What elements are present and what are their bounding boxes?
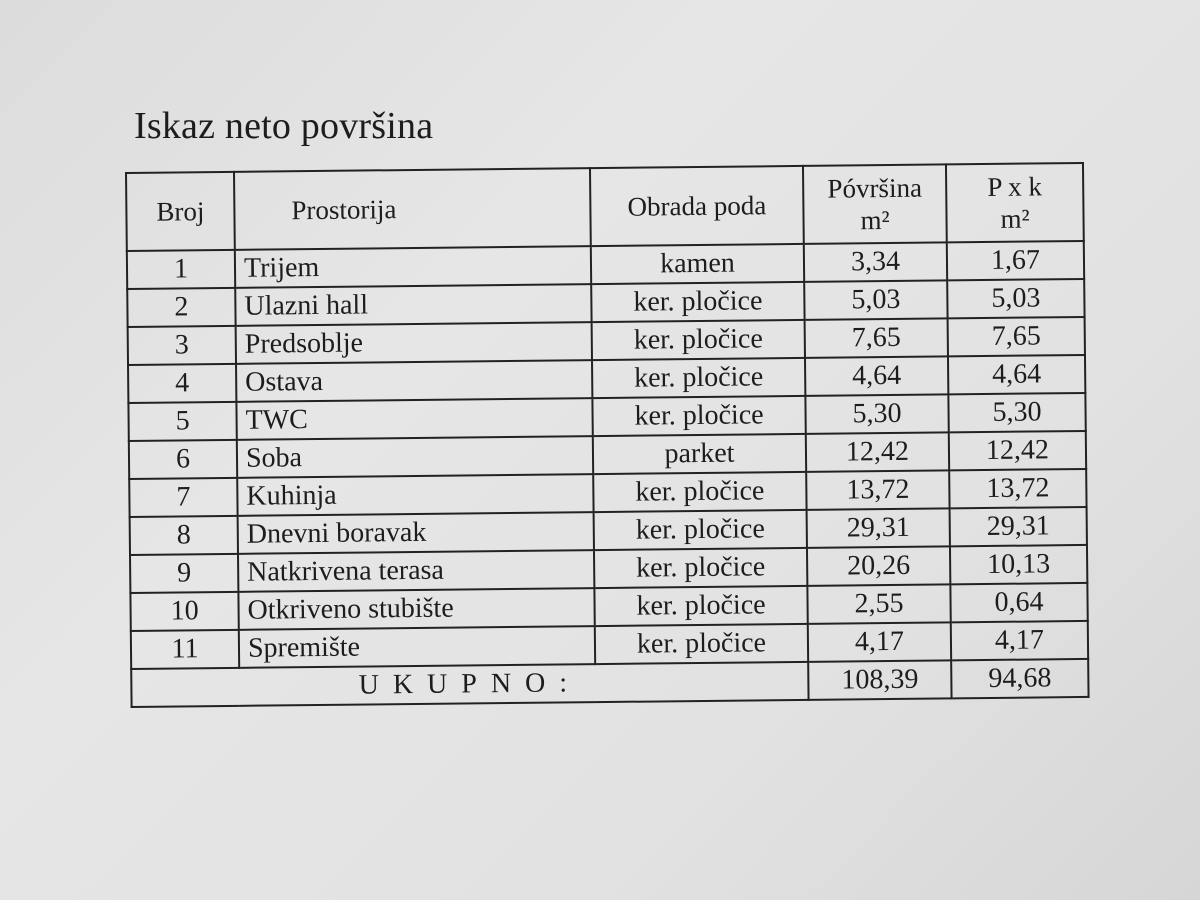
cell-obrada-poda: kamen [591,244,804,284]
cell-obrada-poda: ker. pločice [592,358,805,398]
cell-pk: 29,31 [950,507,1087,546]
header-povrsina [803,164,947,243]
cell-povrsina: 3,34 [804,242,947,281]
area-table [125,162,1090,708]
page-title: Iskaz neto površina [134,105,434,147]
cell-broj: 4 [128,364,236,403]
header-row [126,163,1084,251]
cell-obrada-poda: ker. pločice [592,396,805,436]
table-header [126,163,1084,251]
cell-prostorija: TWC [236,398,592,440]
cell-obrada-poda: ker. pločice [592,320,805,360]
cell-obrada-poda: ker. pločice [594,586,807,626]
cell-obrada-poda: ker. pločice [593,472,806,512]
cell-broj: 2 [127,288,235,327]
cell-prostorija: Predsoblje [236,322,592,364]
header-povrsina-unit: m² [860,204,890,236]
cell-prostorija: Kuhinja [237,474,593,516]
cell-povrsina: 20,26 [807,546,950,585]
cell-prostorija: Otkriveno stubište [238,588,594,630]
total-label: UKUPNO: [131,662,808,707]
cell-pk: 4,17 [951,621,1088,660]
cell-broj: 11 [131,630,239,669]
cell-pk: 5,03 [947,279,1084,318]
cell-povrsina: 5,30 [805,394,948,433]
cell-broj: 10 [130,592,238,631]
header-prostorija: Prostorija [234,168,591,250]
header-pk-label: P x k [987,171,1043,202]
cell-povrsina: 2,55 [807,584,950,623]
cell-obrada-poda: ker. pločice [594,510,807,550]
cell-pk: 5,30 [948,393,1085,432]
cell-pk: 7,65 [948,317,1085,356]
header-povrsina-label: Póvršina [827,172,923,204]
cell-povrsina: 7,65 [805,318,948,357]
cell-prostorija: Dnevni boravak [238,512,594,554]
cell-broj: 3 [128,326,236,365]
cell-pk: 10,13 [950,545,1087,584]
header-pk [946,163,1084,242]
cell-pk: 0,64 [950,583,1087,622]
cell-obrada-poda: parket [593,434,806,474]
cell-pk: 13,72 [949,469,1086,508]
cell-broj: 9 [130,554,238,593]
cell-povrsina: 4,17 [808,622,951,661]
cell-obrada-poda: ker. pločice [594,548,807,588]
cell-povrsina: 29,31 [807,508,950,547]
cell-broj: 1 [127,250,235,289]
cell-pk: 1,67 [947,241,1084,280]
cell-broj: 8 [130,516,238,555]
cell-prostorija: Soba [237,436,593,478]
cell-povrsina: 13,72 [806,470,949,509]
cell-broj: 6 [129,440,237,479]
cell-povrsina: 4,64 [805,356,948,395]
cell-obrada-poda: ker. pločice [591,282,804,322]
cell-obrada-poda: ker. pločice [595,624,808,664]
total-povrsina: 108,39 [808,660,951,699]
cell-povrsina: 12,42 [806,432,949,471]
cell-broj: 7 [129,478,237,517]
cell-povrsina: 5,03 [804,280,947,319]
cell-prostorija: Ostava [236,360,592,402]
header-pk-unit: m² [1000,203,1030,234]
cell-pk: 12,42 [949,431,1086,470]
table-body [127,241,1089,707]
cell-pk: 4,64 [948,355,1085,394]
cell-prostorija: Trijem [235,246,591,288]
total-pk: 94,68 [951,659,1088,698]
cell-prostorija: Ulazni hall [235,284,591,326]
cell-broj: 5 [128,402,236,441]
header-obrada-poda: Obrada poda [590,166,804,246]
header-broj: Broj [126,172,235,251]
cell-prostorija: Natkrivena terasa [238,550,594,592]
cell-prostorija: Spremište [239,626,595,668]
